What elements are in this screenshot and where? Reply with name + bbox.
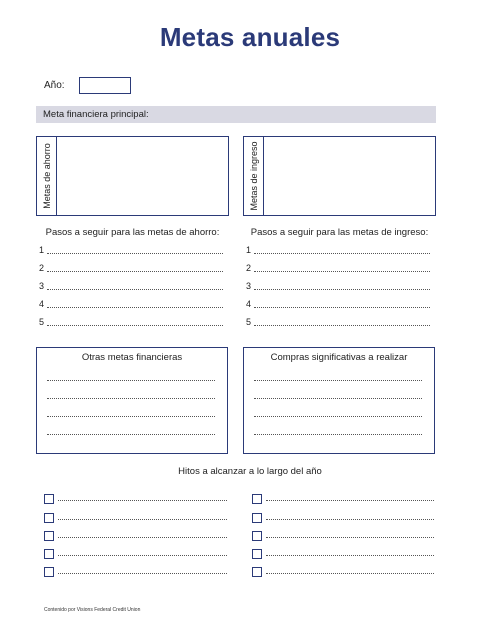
dotted-line	[254, 289, 430, 290]
income-step-1[interactable]	[246, 245, 430, 258]
milestone-item[interactable]	[252, 549, 434, 561]
savings-goals-box[interactable]	[36, 136, 229, 216]
dotted-line	[58, 573, 227, 574]
dotted-line	[266, 519, 434, 520]
income-step-2[interactable]	[246, 263, 430, 276]
income-steps-heading: Pasos a seguir para las metas de ingreso:	[250, 227, 429, 238]
dotted-line	[266, 555, 434, 556]
step-number: 5	[246, 317, 252, 327]
milestone-item[interactable]	[44, 494, 227, 506]
purchases-heading: Compras significativas a realizar	[270, 352, 408, 363]
year-input[interactable]	[79, 77, 131, 94]
step-number: 1	[246, 245, 252, 255]
year-label: Año:	[44, 80, 65, 91]
dotted-line	[58, 537, 227, 538]
step-number: 4	[39, 299, 45, 309]
income-step-5[interactable]	[246, 317, 430, 330]
checkbox[interactable]	[44, 567, 54, 577]
milestone-item[interactable]	[252, 494, 434, 506]
checkbox[interactable]	[44, 549, 54, 559]
savings-steps-heading: Pasos a seguir para las metas de ahorro:	[45, 227, 220, 238]
dotted-line[interactable]	[47, 398, 215, 399]
step-number: 5	[39, 317, 45, 327]
dotted-line[interactable]	[254, 434, 422, 435]
dotted-line[interactable]	[47, 434, 215, 435]
dotted-line	[58, 519, 227, 520]
dotted-line	[58, 555, 227, 556]
income-goals-label: Metas de ingreso	[248, 141, 259, 211]
milestone-item[interactable]	[252, 531, 434, 543]
purchases-box[interactable]	[243, 347, 435, 454]
checkbox[interactable]	[252, 513, 262, 523]
page-title: Metas anuales	[159, 22, 341, 52]
milestone-item[interactable]	[44, 513, 227, 525]
checkbox[interactable]	[44, 531, 54, 541]
milestone-item[interactable]	[44, 567, 227, 579]
dotted-line	[254, 307, 430, 308]
income-goals-side	[244, 137, 264, 215]
dotted-line	[254, 271, 430, 272]
other-goals-heading: Otras metas financieras	[81, 352, 183, 363]
income-goals-box[interactable]	[243, 136, 436, 216]
savings-step-5[interactable]	[39, 317, 223, 330]
dotted-line	[254, 325, 430, 326]
dotted-line[interactable]	[254, 380, 422, 381]
dotted-line	[47, 325, 223, 326]
dotted-line	[266, 537, 434, 538]
savings-step-4[interactable]	[39, 299, 223, 312]
savings-step-2[interactable]	[39, 263, 223, 276]
checkbox[interactable]	[252, 494, 262, 504]
dotted-line[interactable]	[47, 380, 215, 381]
income-step-4[interactable]	[246, 299, 430, 312]
milestone-item[interactable]	[252, 567, 434, 579]
milestone-item[interactable]	[44, 549, 227, 561]
step-number: 4	[246, 299, 252, 309]
dotted-line	[266, 500, 434, 501]
step-number: 3	[39, 281, 45, 291]
step-number: 2	[39, 263, 45, 273]
milestone-item[interactable]	[44, 531, 227, 543]
checkbox[interactable]	[252, 549, 262, 559]
dotted-line	[254, 253, 430, 254]
income-step-3[interactable]	[246, 281, 430, 294]
dotted-line[interactable]	[254, 416, 422, 417]
dotted-line	[47, 253, 223, 254]
milestone-item[interactable]	[252, 513, 434, 525]
dotted-line	[58, 500, 227, 501]
dotted-line	[47, 289, 223, 290]
savings-step-1[interactable]	[39, 245, 223, 258]
checkbox[interactable]	[44, 513, 54, 523]
step-number: 2	[246, 263, 252, 273]
dotted-line	[47, 307, 223, 308]
milestones-heading: Hitos a alcanzar a lo largo del año	[178, 466, 322, 477]
main-goal-label[interactable]: Meta financiera principal:	[36, 106, 436, 123]
savings-goals-side	[37, 137, 57, 215]
footer-credit: Contenido por Visions Federal Credit Union	[44, 607, 141, 613]
checkbox[interactable]	[252, 531, 262, 541]
savings-goals-label: Metas de ahorro	[41, 143, 52, 209]
dotted-line[interactable]	[254, 398, 422, 399]
dotted-line	[47, 271, 223, 272]
checkbox[interactable]	[44, 494, 54, 504]
step-number: 3	[246, 281, 252, 291]
dotted-line[interactable]	[47, 416, 215, 417]
savings-step-3[interactable]	[39, 281, 223, 294]
step-number: 1	[39, 245, 45, 255]
checkbox[interactable]	[252, 567, 262, 577]
other-goals-box[interactable]	[36, 347, 228, 454]
dotted-line	[266, 573, 434, 574]
